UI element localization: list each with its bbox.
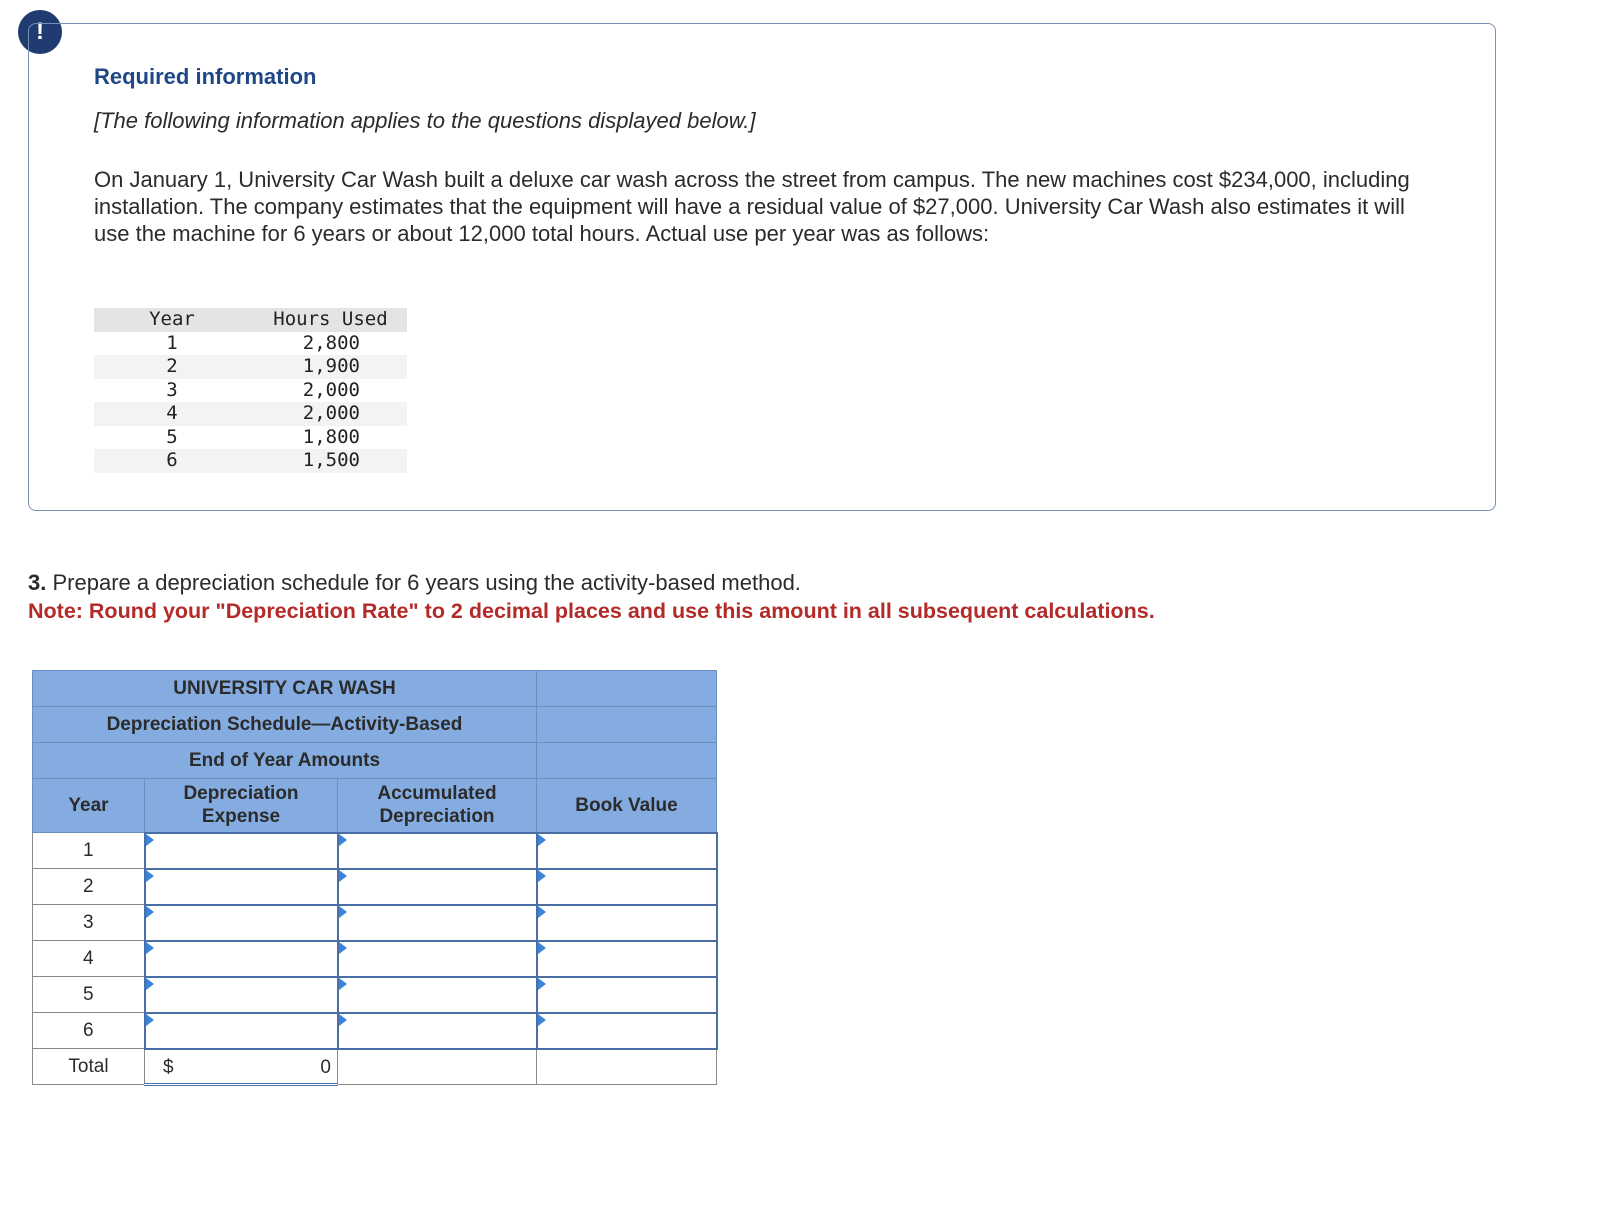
book-value-input[interactable] (538, 840, 716, 862)
table-row (33, 905, 717, 941)
book-value-input[interactable] (538, 984, 716, 1006)
table-row (94, 402, 407, 426)
table-row (94, 379, 407, 403)
hours-table-year: 2 (94, 355, 250, 379)
accumulated-depreciation-cell[interactable] (338, 1013, 537, 1049)
column-header-line: Expense (201, 806, 281, 828)
required-information-title: Required information (94, 64, 317, 89)
total-label: Total (33, 1049, 145, 1085)
required-information-subtitle: [The following information applies to the questions displayed below.] (94, 108, 756, 133)
table-row (33, 941, 717, 977)
alert-icon: ! (18, 10, 62, 54)
depreciation-expense-input[interactable] (146, 912, 337, 934)
hours-table-hours-header: Hours Used (250, 308, 407, 332)
accumulated-depreciation-input[interactable] (339, 912, 536, 934)
total-accumulated-depreciation-empty (338, 1049, 537, 1085)
depreciation-expense-cell[interactable] (145, 869, 338, 905)
schedule-banner-spacer (537, 671, 717, 707)
schedule-company-name: UNIVERSITY CAR WASH (33, 671, 537, 707)
hours-table-hours: 1,900 (250, 355, 407, 379)
book-value-cell[interactable] (537, 833, 717, 869)
hours-table-hours: 2,000 (302, 378, 360, 401)
total-depreciation-expense (145, 1049, 338, 1085)
accumulated-depreciation-cell[interactable] (338, 833, 537, 869)
depreciation-expense-cell[interactable] (145, 905, 338, 941)
depreciation-expense-input[interactable] (146, 876, 337, 898)
table-row (33, 869, 717, 905)
book-value-input[interactable] (538, 912, 716, 934)
table-row (33, 977, 717, 1013)
column-header-line: Accumulated (377, 783, 497, 805)
depreciation-expense-cell[interactable] (145, 1013, 338, 1049)
depreciation-expense-cell[interactable] (145, 833, 338, 869)
accumulated-depreciation-cell[interactable] (338, 941, 537, 977)
book-value-cell[interactable] (537, 1013, 717, 1049)
hours-table-hours: 1,800 (302, 425, 360, 448)
hours-table-hours: 1,500 (250, 449, 407, 473)
hours-table-year: 6 (94, 449, 250, 473)
schedule-year-label: 1 (33, 833, 145, 869)
table-row (94, 332, 407, 356)
column-header-book-value: Book Value (537, 779, 717, 833)
accumulated-depreciation-input[interactable] (339, 840, 536, 862)
schedule-year-label: 3 (33, 905, 145, 941)
depreciation-expense-input[interactable] (146, 840, 337, 862)
total-currency-symbol: $ (163, 1056, 174, 1078)
accumulated-depreciation-cell[interactable] (338, 905, 537, 941)
depreciation-expense-cell[interactable] (145, 977, 338, 1013)
hours-table-hours: 2,800 (302, 331, 360, 354)
book-value-cell[interactable] (537, 905, 717, 941)
depreciation-schedule-table (32, 670, 718, 1086)
accumulated-depreciation-input[interactable] (339, 984, 536, 1006)
hours-table-year: 5 (166, 425, 178, 448)
hours-table-hours: 2,000 (250, 402, 407, 426)
schedule-subtitle: End of Year Amounts (33, 743, 537, 779)
table-row (94, 426, 407, 450)
schedule-year-label: 6 (33, 1013, 145, 1049)
question-prompt (28, 570, 801, 596)
table-row (33, 833, 717, 869)
table-row (94, 355, 407, 379)
total-depreciation-value: 0 (320, 1056, 331, 1078)
table-row (33, 1013, 717, 1049)
book-value-input[interactable] (538, 948, 716, 970)
question-text: Prepare a depreciation schedule for 6 years using the activity-based method. (52, 570, 801, 595)
schedule-year-label: 2 (33, 869, 145, 905)
hours-table-year: 3 (166, 378, 178, 401)
book-value-input[interactable] (538, 876, 716, 898)
depreciation-expense-input[interactable] (146, 948, 337, 970)
hours-table-header (94, 308, 407, 332)
schedule-banner-spacer (537, 743, 717, 779)
table-row (94, 449, 407, 473)
rounding-note: Note: Round your "Depreciation Rate" to 2 decimal places and use this amount in all subsequent calculations. (28, 599, 1155, 623)
total-book-value-empty (537, 1049, 717, 1085)
schedule-year-label: 5 (33, 977, 145, 1013)
hours-table-year: 1 (166, 331, 178, 354)
book-value-cell[interactable] (537, 941, 717, 977)
table-row (33, 1049, 717, 1085)
column-header-line: Depreciation (379, 806, 495, 828)
book-value-cell[interactable] (537, 977, 717, 1013)
book-value-input[interactable] (538, 1020, 716, 1042)
hours-table-year-header: Year (94, 308, 250, 332)
accumulated-depreciation-cell[interactable] (338, 869, 537, 905)
schedule-year-label: 4 (33, 941, 145, 977)
depreciation-expense-cell[interactable] (145, 941, 338, 977)
column-header-year: Year (33, 779, 145, 833)
hours-table-year: 4 (94, 402, 250, 426)
accumulated-depreciation-input[interactable] (339, 876, 536, 898)
schedule-banner-spacer (537, 707, 717, 743)
depreciation-expense-input[interactable] (146, 1020, 337, 1042)
column-header-accumulated-depreciation (338, 779, 537, 833)
question-number: 3. (28, 570, 47, 595)
column-header-line: Depreciation (183, 783, 299, 805)
column-header-depreciation-expense (145, 779, 338, 833)
accumulated-depreciation-input[interactable] (339, 1020, 536, 1042)
problem-description: On January 1, University Car Wash built a deluxe car wash across the street from campus. The new machines cost $234,000, including installation. The company estimates that the equipment will have a residual value of $27,000. University Car Wash also estimates it will use the machine for 6 years or about 12,000 total hours. Actual use per year was as follows: (94, 167, 1410, 246)
hours-used-table (94, 308, 407, 473)
book-value-cell[interactable] (537, 869, 717, 905)
accumulated-depreciation-input[interactable] (339, 948, 536, 970)
schedule-title: Depreciation Schedule—Activity-Based (33, 707, 537, 743)
depreciation-expense-input[interactable] (146, 984, 337, 1006)
accumulated-depreciation-cell[interactable] (338, 977, 537, 1013)
